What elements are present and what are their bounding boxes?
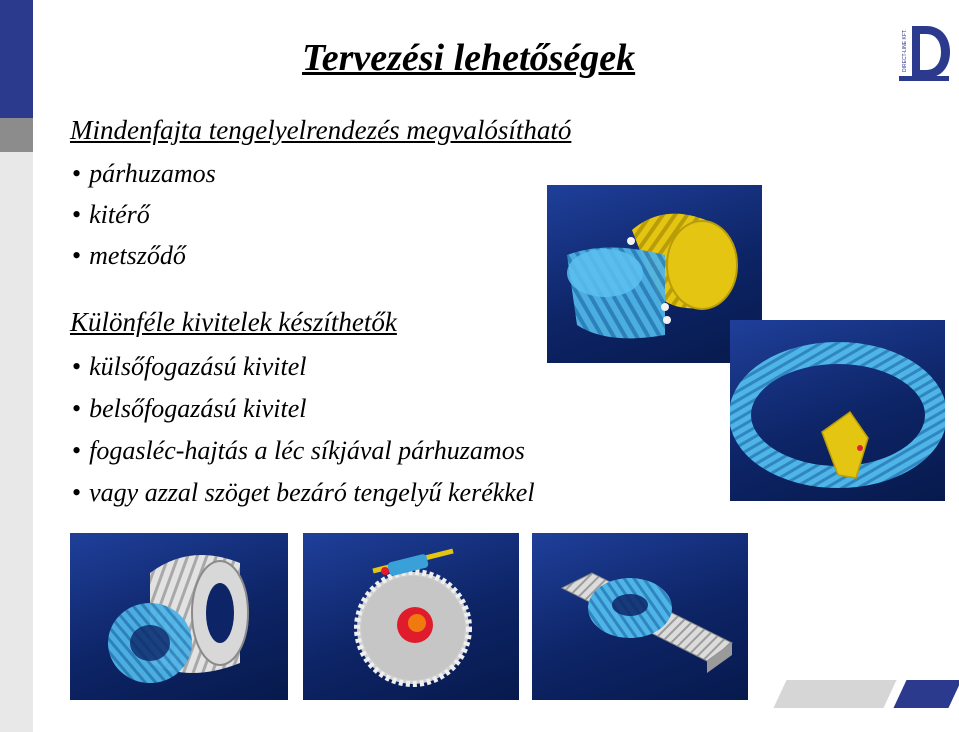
section2-heading: Különféle kivitelek készíthetők xyxy=(70,307,397,337)
bullet-rack-angled: • vagy azzal szöget bezáró tengelyű kerékkel xyxy=(72,478,535,507)
left-bar-blue-block xyxy=(0,0,33,118)
left-bar-grey-block xyxy=(0,118,33,152)
bullet-skew: • kitérő xyxy=(72,200,150,229)
page-title: Tervezési lehetőségek xyxy=(302,37,636,79)
rack-gear-image xyxy=(532,533,748,700)
bullet-parallel: • párhuzamos xyxy=(72,159,216,188)
spur-worm-gear-image xyxy=(303,533,519,700)
footer-grey-stripe xyxy=(773,680,896,708)
svg-text:DIRECT-LINE KFT.: DIRECT-LINE KFT. xyxy=(902,29,908,72)
internal-gear-image xyxy=(730,320,945,501)
footer-blue-stripe xyxy=(893,680,959,708)
bullet-intersecting: • metsződő xyxy=(72,241,186,270)
section1-heading: Mindenfajta tengelyelrendezés megvalósítható xyxy=(70,115,572,145)
bullet-external: • külsőfogazású kivitel xyxy=(72,352,307,381)
company-logo xyxy=(896,20,952,84)
bullet-internal: • belsőfogazású kivitel xyxy=(72,394,307,423)
rack-external-gear-image xyxy=(70,533,288,700)
bullet-rack-parallel: • fogasléc-hajtás a léc síkjával párhuzamos xyxy=(72,436,525,465)
